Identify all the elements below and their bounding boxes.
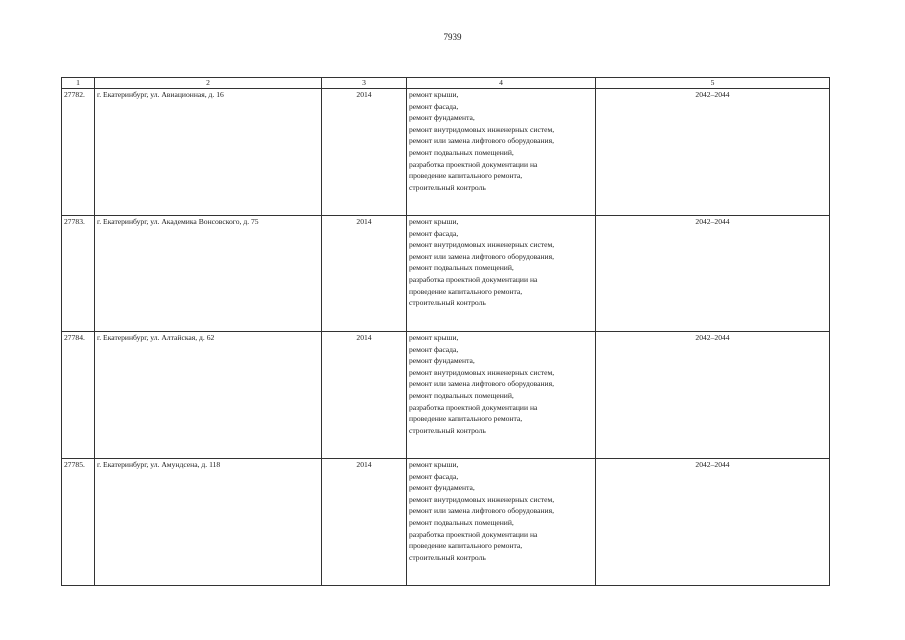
row-year: 2014: [322, 332, 407, 459]
row-address: г. Екатеринбург, ул. Авиационная, д. 16: [95, 89, 322, 216]
work-item: ремонт внутридомовых инженерных систем,: [409, 367, 555, 377]
row-works: [407, 459, 596, 586]
work-item: разработка проектной документации на: [409, 274, 538, 284]
work-item: ремонт или замена лифтового оборудования,: [409, 379, 554, 389]
work-item: строительный контроль: [409, 552, 486, 562]
table-row: [62, 459, 830, 586]
work-item: ремонт крыши,: [409, 217, 459, 226]
row-number: 27785.: [62, 459, 95, 586]
column-header-number: 1: [62, 78, 95, 89]
work-item: проведение капитального ремонта,: [409, 171, 523, 181]
row-period: 2042–2044: [596, 216, 830, 332]
row-address: г. Екатеринбург, ул. Алтайская, д. 62: [95, 332, 322, 459]
row-address: г. Екатеринбург, ул. Амундсена, д. 118: [95, 459, 322, 586]
table-row: [62, 332, 830, 459]
work-item: ремонт или замена лифтового оборудования,: [409, 506, 554, 516]
column-header-works: 4: [407, 78, 596, 89]
row-number: 27782.: [62, 89, 95, 216]
work-item: ремонт или замена лифтового оборудования,: [409, 251, 554, 261]
work-item: ремонт подвальных помещений,: [409, 263, 514, 273]
row-year: 2014: [322, 216, 407, 332]
work-item: ремонт фасада,: [409, 344, 459, 354]
work-item: разработка проектной документации на: [409, 159, 538, 169]
work-item: ремонт внутридомовых инженерных систем,: [409, 240, 555, 250]
work-item: ремонт крыши,: [409, 460, 459, 469]
row-works: [407, 216, 596, 332]
table-row: [62, 216, 830, 332]
work-item: ремонт фундамента,: [409, 483, 475, 493]
work-item: строительный контроль: [409, 425, 486, 435]
work-item: ремонт фасада,: [409, 471, 459, 481]
column-header-year: 3: [322, 78, 407, 89]
work-item: ремонт внутридомовых инженерных систем,: [409, 124, 555, 134]
work-item: ремонт внутридомовых инженерных систем,: [409, 494, 555, 504]
row-works: [407, 332, 596, 459]
row-works: [407, 89, 596, 216]
row-year: 2014: [322, 459, 407, 586]
work-item: проведение капитального ремонта,: [409, 414, 523, 424]
work-item: разработка проектной документации на: [409, 529, 538, 539]
row-period: 2042–2044: [596, 89, 830, 216]
work-item: ремонт подвальных помещений,: [409, 517, 514, 527]
column-header-period: 5: [596, 78, 830, 89]
work-item: ремонт фундамента,: [409, 356, 475, 366]
work-item: разработка проектной документации на: [409, 402, 538, 412]
table-row: [62, 89, 830, 216]
work-item: ремонт фасада,: [409, 101, 459, 111]
work-item: проведение капитального ремонта,: [409, 541, 523, 551]
work-item: строительный контроль: [409, 182, 486, 192]
work-item: строительный контроль: [409, 298, 486, 308]
row-period: 2042–2044: [596, 332, 830, 459]
row-address: г. Екатеринбург, ул. Академика Вонсовского, д. 75: [95, 216, 322, 332]
row-year: 2014: [322, 89, 407, 216]
row-number: 27783.: [62, 216, 95, 332]
work-item: проведение капитального ремонта,: [409, 286, 523, 296]
page-number: 7939: [443, 32, 462, 42]
work-item: ремонт крыши,: [409, 333, 459, 342]
work-item: ремонт фасада,: [409, 228, 459, 238]
work-item: ремонт крыши,: [409, 90, 459, 99]
row-period: 2042–2044: [596, 459, 830, 586]
work-item: ремонт фундамента,: [409, 113, 475, 123]
repair-schedule-table: [61, 77, 830, 586]
column-header-address: 2: [95, 78, 322, 89]
table-header-row: [62, 78, 830, 89]
work-item: ремонт подвальных помещений,: [409, 390, 514, 400]
work-item: ремонт подвальных помещений,: [409, 147, 514, 157]
row-number: 27784.: [62, 332, 95, 459]
work-item: ремонт или замена лифтового оборудования,: [409, 136, 554, 146]
